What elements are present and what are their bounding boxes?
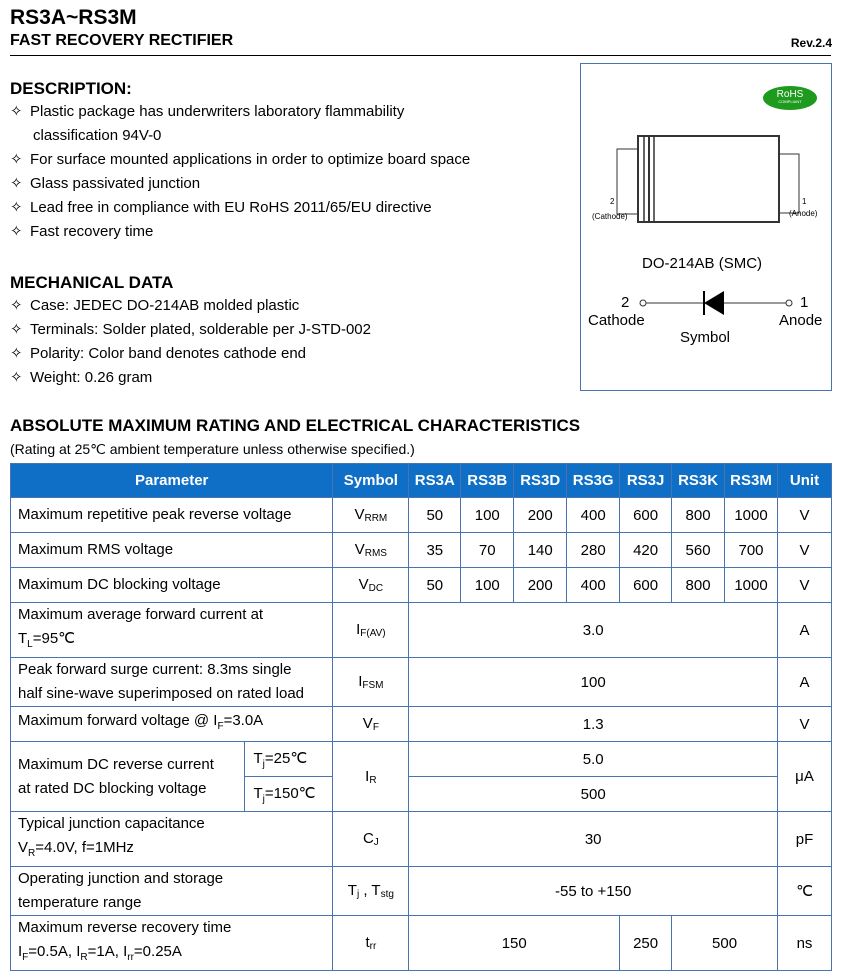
param-cell: Maximum average forward current at $T_L=95℃$ [11, 603, 333, 658]
symbol-cathode-label: Cathode [588, 312, 645, 329]
unit-cell: μA [778, 742, 832, 812]
value-cell: 150 [409, 916, 620, 971]
condition-cell: $T_j=25℃$ [245, 742, 333, 777]
value-cell: 800 [672, 568, 725, 603]
header-divider [10, 55, 831, 56]
package-body [638, 136, 779, 222]
value-cell: 140 [514, 533, 567, 568]
column-header: RS3B [461, 464, 514, 498]
symbol-cell: $T_j$ , $T_{stg}$ [333, 867, 409, 916]
value-cell: 100 [461, 568, 514, 603]
description-item: classification 94V-0 [33, 127, 162, 144]
page-title: RS3A~RS3M [10, 6, 137, 29]
unit-cell: V [778, 707, 832, 742]
table-header-row [11, 464, 832, 498]
description-item: ✧ Plastic package has underwriters laboratory flammability [10, 100, 404, 124]
param-cell: Typical junction capacitance $V_R=4.0V$, f=1MHz [11, 812, 333, 867]
symbol-cell: $I_{FSM}$ [333, 658, 409, 707]
value-cell: 500 [672, 916, 778, 971]
table-row [11, 867, 832, 916]
value-cell: 800 [672, 498, 725, 533]
symbol-cell: $I_R$ [333, 742, 409, 812]
param-cell: Maximum DC reverse current at rated DC blocking voltage [11, 742, 245, 812]
pin2-label: (Cathode) [592, 212, 628, 221]
unit-cell: pF [778, 812, 832, 867]
anode-lead [779, 154, 799, 213]
column-header: Symbol [333, 464, 409, 498]
value-cell: 600 [620, 498, 672, 533]
symbol-cell: $C_J$ [333, 812, 409, 867]
bullet-icon: ✧ [10, 369, 23, 386]
value-cell: 50 [409, 498, 461, 533]
column-header: RS3J [620, 464, 672, 498]
value-cell: 35 [409, 533, 461, 568]
symbol-cell: $V_{RMS}$ [333, 533, 409, 568]
description-heading: DESCRIPTION: [10, 79, 132, 98]
value-cell: 100 [461, 498, 514, 533]
value-cell: 420 [620, 533, 672, 568]
ratings-heading: ABSOLUTE MAXIMUM RATING AND ELECTRICAL CHARACTERISTICS [10, 416, 581, 435]
value-cell: 50 [409, 568, 461, 603]
table-row [11, 658, 832, 707]
symbol-pin2: 2 [621, 294, 630, 311]
bullet-icon: ✧ [10, 297, 23, 314]
value-cell: 400 [567, 498, 620, 533]
package-outline-panel [580, 63, 832, 391]
package-drawing [581, 64, 831, 224]
mechanical-heading: MECHANICAL DATA [10, 273, 174, 292]
value-cell: 1000 [725, 498, 778, 533]
symbol-cell: $V_F$ [333, 707, 409, 742]
revision-label: Rev.2.4 [790, 36, 832, 50]
table-row [11, 533, 832, 568]
page-subtitle: FAST RECOVERY RECTIFIER [10, 32, 234, 49]
unit-cell: V [778, 498, 832, 533]
symbol-cell: $V_{DC}$ [333, 568, 409, 603]
table-row [11, 498, 832, 533]
cathode-lead [617, 149, 638, 214]
bullet-icon: ✧ [10, 103, 23, 120]
unit-cell: V [778, 568, 832, 603]
value-cell: 250 [620, 916, 672, 971]
unit-cell: A [778, 603, 832, 658]
bullet-icon: ✧ [10, 223, 23, 240]
description-item: ✧ Lead free in compliance with EU RoHS 2011/65/EU directive [10, 196, 432, 220]
value-cell: 100 [409, 658, 778, 707]
unit-cell: V [778, 533, 832, 568]
package-name: DO-214AB (SMC) [642, 255, 763, 272]
param-cell: Maximum repetitive peak reverse voltage [11, 498, 333, 533]
value-cell: 600 [620, 568, 672, 603]
mechanical-item: ✧ Terminals: Solder plated, solderable per J-STD-002 [10, 318, 371, 342]
param-cell: Peak forward surge current: 8.3ms single half sine-wave superimposed on rated load [11, 658, 333, 707]
param-cell: Maximum RMS voltage [11, 533, 333, 568]
mechanical-item: ✧ Polarity: Color band denotes cathode end [10, 342, 306, 366]
unit-cell: ns [778, 916, 832, 971]
value-cell: 1.3 [409, 707, 778, 742]
value-cell: 3.0 [409, 603, 778, 658]
param-cell: Operating junction and storage temperature range [11, 867, 333, 916]
value-cell: 400 [567, 568, 620, 603]
column-header: RS3M [725, 464, 778, 498]
value-cell: -55 to +150 [409, 867, 778, 916]
value-cell: 30 [409, 812, 778, 867]
value-cell: 5.0 [409, 742, 778, 777]
table-row [11, 707, 832, 742]
unit-cell: A [778, 658, 832, 707]
description-item: ✧ For surface mounted applications in order to optimize board space [10, 148, 470, 172]
table-row [11, 812, 832, 867]
value-cell: 560 [672, 533, 725, 568]
column-header: RS3G [567, 464, 620, 498]
symbol-cell: $V_{RRM}$ [333, 498, 409, 533]
condition-cell: $T_j=150℃$ [245, 777, 333, 812]
param-cell: Maximum DC blocking voltage [11, 568, 333, 603]
value-cell: 700 [725, 533, 778, 568]
mechanical-item: ✧ Weight: 0.26 gram [10, 366, 152, 390]
column-header: RS3A [409, 464, 461, 498]
value-cell: 200 [514, 498, 567, 533]
table-row [11, 603, 832, 658]
bullet-icon: ✧ [10, 151, 23, 168]
value-cell: 200 [514, 568, 567, 603]
param-cell: Maximum reverse recovery time $I_F=0.5A$, $I_R=1A$, $I_{rr}=0.25A$ [11, 916, 333, 971]
symbol-cell: $I_{F(AV)}$ [333, 603, 409, 658]
mechanical-item: ✧ Case: JEDEC DO-214AB molded plastic [10, 294, 299, 318]
param-cell: Maximum forward voltage @ $I_F=3.0A$ [11, 707, 333, 742]
column-header: RS3K [672, 464, 725, 498]
table-row [11, 742, 832, 777]
value-cell: 70 [461, 533, 514, 568]
value-cell: 1000 [725, 568, 778, 603]
symbol-cell: $t_{rr}$ [333, 916, 409, 971]
pin1-label: (Anode) [789, 209, 818, 218]
ratings-note: (Rating at 25℃ ambient temperature unless otherwise specified.) [10, 441, 415, 457]
symbol-label: Symbol [680, 329, 731, 346]
column-header: Unit [778, 464, 832, 498]
value-cell: 280 [567, 533, 620, 568]
symbol-pin1: 1 [800, 294, 809, 311]
table-row [11, 916, 832, 971]
bullet-icon: ✧ [10, 321, 23, 338]
rohs-badge: RoHS COMPLIANT [763, 86, 817, 110]
bullet-icon: ✧ [10, 199, 23, 216]
pin1-number: 1 [802, 197, 807, 206]
table-row [11, 568, 832, 603]
symbol-anode-label: Anode [779, 312, 823, 329]
bullet-icon: ✧ [10, 345, 23, 362]
ratings-table [10, 463, 832, 971]
column-header: Parameter [11, 464, 333, 498]
value-cell: 500 [409, 777, 778, 812]
column-header: RS3D [514, 464, 567, 498]
description-item: ✧ Fast recovery time [10, 220, 153, 244]
bullet-icon: ✧ [10, 175, 23, 192]
unit-cell: ℃ [778, 867, 832, 916]
pin2-number: 2 [610, 197, 615, 206]
description-item: ✧ Glass passivated junction [10, 172, 200, 196]
